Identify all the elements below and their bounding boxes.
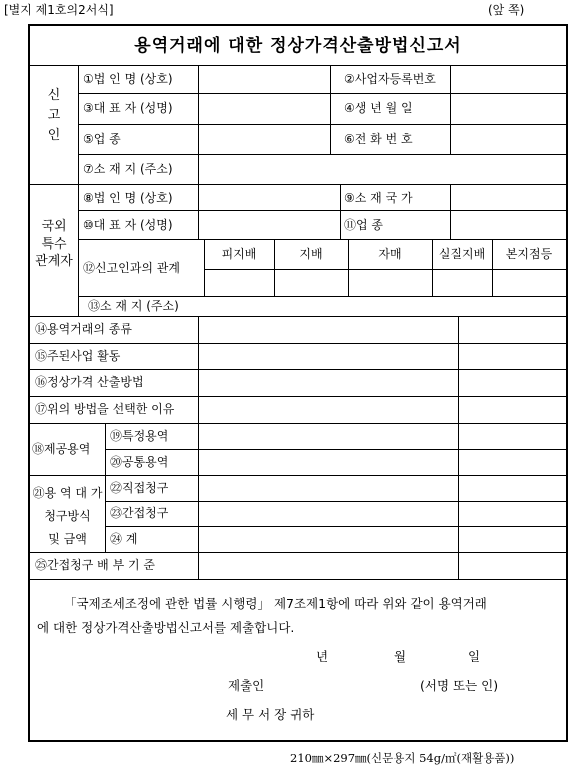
declaration-line-1: 「국제조세조정에 관한 법률 시행령」 제7조제1항에 따라 위와 같이 용역거래 <box>64 596 487 611</box>
method-reason-label: ⑰위의 방법을 선택한 이유 <box>35 402 175 416</box>
relation-type-controlling: 지배 <box>299 247 323 261</box>
relation-type-de-facto: 실질지배 <box>438 247 486 261</box>
date-day-label: 일 <box>468 649 481 664</box>
provided-service-label: ⑱제공용역 <box>32 442 91 456</box>
pricing-method-label: ⑯정상가격 산출방법 <box>35 375 144 389</box>
reporter-phone-label: ⑥전 화 번 호 <box>344 132 413 146</box>
declaration-line-2: 에 대한 정상가격산출방법신고서를 제출합니다. <box>37 620 295 635</box>
indirect-claim-label: ㉓간접청구 <box>110 506 169 520</box>
specific-service-label: ⑲특정용역 <box>110 429 169 443</box>
direct-claim-label: ㉒직접청구 <box>110 481 169 495</box>
main-business-label: ⑮주된사업 활동 <box>35 349 121 363</box>
paper-spec-footer: 210㎜×297㎜(신문용지 54g/㎡(재활용품)) <box>290 751 515 765</box>
relation-type-controlled: 피지배 <box>221 247 257 261</box>
foreign-representative-label: ⑩대 표 자 (성명) <box>83 218 173 232</box>
total-label: ㉔ 계 <box>110 532 138 546</box>
page-side-label: (앞 쪽) <box>488 3 525 17</box>
form-title: 용역거래에 대한 정상가격산출방법신고서 <box>134 36 462 56</box>
foreign-address-label: ⑬소 재 지 (주소) <box>88 299 179 313</box>
relation-type-head-branch: 본지점등 <box>505 247 553 261</box>
relation-label: ⑫신고인과의 관계 <box>83 261 180 275</box>
submitter-label: 제출인 <box>228 678 265 693</box>
relation-type-sister: 자매 <box>378 247 402 261</box>
reporter-representative-label: ③대 표 자 (성명) <box>83 101 173 115</box>
service-type-label: ⑭용역거래의 종류 <box>35 322 132 336</box>
foreign-business-type-label: ⑪업 종 <box>344 218 383 232</box>
signature-label: (서명 또는 인) <box>420 678 499 693</box>
reporter-address-label: ⑦소 재 지 (주소) <box>83 162 173 176</box>
reporter-section-label: 신 고 인 <box>47 88 61 144</box>
common-service-label: ⑳공통용역 <box>110 455 169 469</box>
foreign-party-section-label: 국외 특수 관계자 <box>35 219 73 270</box>
payment-section-label: ㉑용 역 대 가 청구방식 및 금액 <box>32 486 103 546</box>
reporter-business-type-label: ⑤업 종 <box>83 132 121 146</box>
date-month-label: 월 <box>394 649 407 664</box>
foreign-country-label: ⑨소 재 국 가 <box>344 191 413 205</box>
reporter-business-reg-label: ②사업자등록번호 <box>344 72 436 86</box>
tax-office-label: 세 무 서 장 귀하 <box>226 707 315 722</box>
allocation-basis-label: ㉕간접청구 배 부 기 준 <box>35 558 155 572</box>
foreign-company-name-label: ⑧법 인 명 (상호) <box>83 191 173 205</box>
form-frame <box>28 24 568 742</box>
date-year-label: 년 <box>316 649 329 664</box>
reporter-birth-date-label: ④생 년 월 일 <box>344 101 413 115</box>
form-number: [별지 제1호의2서식] <box>4 3 114 17</box>
reporter-company-name-label: ①법 인 명 (상호) <box>83 72 173 86</box>
